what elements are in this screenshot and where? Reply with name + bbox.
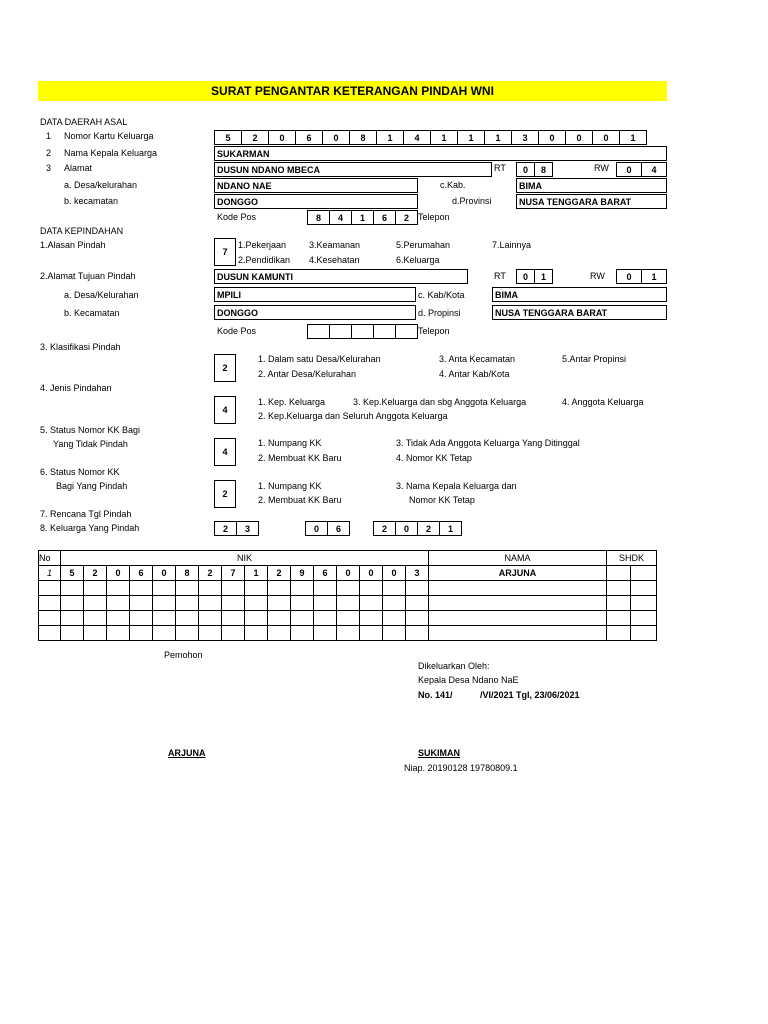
empty-cell [245, 611, 268, 626]
label-nomor-kk: Nomor Kartu Keluarga [64, 131, 154, 141]
kecamatan-field[interactable]: DONGGO [214, 194, 418, 209]
empty-cell [406, 611, 429, 626]
empty-cell [39, 626, 61, 641]
num-1: 1 [46, 131, 52, 141]
label-kab-tujuan: c. Kab/Kota [418, 290, 465, 300]
empty-cell [406, 626, 429, 641]
empty-cell [429, 581, 607, 596]
pemohon-name: ARJUNA [168, 748, 206, 758]
empty-cell [291, 611, 314, 626]
label-keluarga-pindah: 8. Keluarga Yang Pindah [40, 523, 140, 533]
num-2: 2 [46, 148, 52, 158]
empty-cell [84, 611, 107, 626]
label-jenis: 4. Jenis Pindahan [40, 383, 112, 393]
label-tujuan: 2.Alamat Tujuan Pindah [40, 271, 136, 281]
alasan-value[interactable]: 7 [214, 238, 236, 266]
status-pindah-opt-1: 1. Numpang KK [258, 481, 322, 491]
empty-cell [84, 581, 107, 596]
label-rt-tujuan: RT [494, 271, 506, 281]
empty-cell [360, 626, 383, 641]
status-tidak-opt-2: 2. Membuat KK Baru [258, 453, 342, 463]
empty-cell [61, 626, 84, 641]
nik-digit: 9 [291, 566, 314, 581]
table-row[interactable] [39, 566, 657, 581]
klasifikasi-opt-2: 2. Antar Desa/Kelurahan [258, 369, 357, 379]
rw-tujuan-digit-cell[interactable]: 1 [641, 269, 667, 284]
rt-tujuan-digit-cell[interactable]: 0 [516, 269, 535, 284]
empty-cell [61, 596, 84, 611]
label-status-pindah-1: 6. Status Nomor KK [40, 467, 120, 477]
kk-digit-cell[interactable]: 0 [592, 130, 620, 145]
empty-cell [314, 596, 337, 611]
empty-cell [383, 611, 406, 626]
table-row[interactable] [39, 596, 657, 611]
empty-cell [153, 581, 176, 596]
header-shdk: SHDK [607, 551, 657, 566]
empty-cell [222, 581, 245, 596]
kab-field[interactable]: BIMA [516, 178, 667, 193]
label-rw-tujuan: RW [590, 271, 605, 281]
kk-digit-cell[interactable]: 8 [349, 130, 377, 145]
empty-cell [176, 626, 199, 641]
alasan-opt-2: 2.Pendidikan [238, 255, 291, 265]
num-3: 3 [46, 163, 52, 173]
kodepos-asal-digit-cell[interactable]: 8 [307, 210, 330, 225]
klasifikasi-opt-1: 1. Dalam satu Desa/Kelurahan [258, 354, 381, 364]
row-shdk [631, 566, 657, 581]
klasifikasi-opt-4: 4. Antar Kab/Kota [439, 369, 510, 379]
empty-cell [291, 626, 314, 641]
empty-cell [107, 626, 130, 641]
kk-digit-cell[interactable]: 1 [619, 130, 647, 145]
nik-digit: 0 [107, 566, 130, 581]
alasan-opt-5: 5.Perumahan [396, 240, 451, 250]
label-kab: c.Kab. [440, 180, 466, 190]
kepala-keluarga-field[interactable]: SUKARMAN [214, 146, 667, 161]
jenis-opt-3: 3. Kep.Keluarga dan sbg Anggota Keluarga [353, 397, 527, 407]
member-table [38, 550, 657, 641]
empty-cell [337, 581, 360, 596]
empty-cell [337, 626, 360, 641]
kodepos-tujuan-cell[interactable] [373, 324, 396, 339]
kodepos-tujuan-cell[interactable] [307, 324, 330, 339]
empty-cell [107, 596, 130, 611]
label-alamat: Alamat [64, 163, 93, 173]
prov-tujuan-field[interactable]: NUSA TENGGARA BARAT [492, 305, 667, 320]
empty-cell [607, 581, 631, 596]
empty-cell [631, 581, 657, 596]
empty-cell [631, 596, 657, 611]
table-row[interactable] [39, 611, 657, 626]
empty-cell [607, 596, 631, 611]
kk-digit-cell[interactable]: 6 [295, 130, 323, 145]
empty-cell [268, 626, 291, 641]
empty-cell [61, 581, 84, 596]
label-status-tidak-2: Yang Tidak Pindah [53, 439, 128, 449]
label-kodepos-tujuan: Kode Pos [217, 326, 257, 336]
kk-digit-cell[interactable]: 5 [214, 130, 242, 145]
header-no: No [39, 551, 61, 566]
empty-cell [222, 611, 245, 626]
empty-cell [314, 581, 337, 596]
empty-cell [383, 596, 406, 611]
label-rencana: 7. Rencana Tgl Pindah [40, 509, 132, 519]
nik-digit: 8 [176, 566, 199, 581]
header-nik: NIK [61, 551, 429, 566]
empty-cell [130, 596, 153, 611]
empty-cell [360, 611, 383, 626]
empty-cell [245, 626, 268, 641]
empty-cell [607, 611, 631, 626]
nomor-surat-suffix: /VI/2021 Tgl, 23/06/2021 [480, 690, 580, 700]
title-bar [38, 81, 667, 101]
empty-cell [39, 581, 61, 596]
section-asal: DATA DAERAH ASAL [40, 117, 128, 127]
status-pindah-opt-2: 2. Membuat KK Baru [258, 495, 342, 505]
label-klasifikasi: 3. Klasifikasi Pindah [40, 342, 121, 352]
nik-digit: 0 [383, 566, 406, 581]
tgl-month [305, 521, 349, 536]
empty-cell [429, 626, 607, 641]
tgl-year [373, 521, 461, 536]
row-nama: ARJUNA [429, 566, 607, 581]
empty-cell [222, 596, 245, 611]
alasan-opt-6: 6.Keluarga [396, 255, 440, 265]
jenis-opt-1: 1. Kep. Keluarga [258, 397, 326, 407]
tgl-year-digit-cell[interactable]: 2 [417, 521, 440, 536]
kk-digit-cell[interactable]: 1 [376, 130, 404, 145]
tgl-year-digit-cell[interactable]: 0 [395, 521, 418, 536]
nik-digit: 7 [222, 566, 245, 581]
empty-cell [383, 626, 406, 641]
alasan-opt-1: 1.Pekerjaan [238, 240, 287, 250]
empty-cell [268, 581, 291, 596]
status-pindah-opt-3: 3. Nama Kepala Keluarga dan [396, 481, 517, 491]
empty-cell [268, 596, 291, 611]
kodepos-tujuan-cell[interactable] [351, 324, 374, 339]
empty-cell [337, 596, 360, 611]
alasan-opt-4: 4.Kesehatan [309, 255, 360, 265]
table-row[interactable] [39, 581, 657, 596]
label-kode-pos: Kode Pos [217, 212, 257, 222]
tujuan-field[interactable]: DUSUN KAMUNTI [214, 269, 468, 284]
nik-digit: 1 [245, 566, 268, 581]
kk-digit-cell[interactable]: 1 [457, 130, 485, 145]
label-prov-tujuan: d. Propinsi [418, 308, 461, 318]
rt-asal-digit-cell[interactable]: 8 [534, 162, 553, 177]
kodepos-asal-digit-cell[interactable]: 4 [329, 210, 352, 225]
empty-cell [199, 596, 222, 611]
label-provinsi: d.Provinsi [452, 196, 492, 206]
kodepos-asal-digit-cell[interactable]: 2 [395, 210, 418, 225]
nik-digit: 2 [199, 566, 222, 581]
alasan-opt-3: 3.Keamanan [309, 240, 361, 250]
empty-cell [153, 626, 176, 641]
nik-digit: 3 [406, 566, 429, 581]
status-tidak-opt-3: 3. Tidak Ada Anggota Keluarga Yang Ditinggal [396, 438, 580, 448]
jenis-opt-2: 2. Kep.Keluarga dan Seluruh Anggota Keluarga [258, 411, 448, 421]
empty-cell [429, 596, 607, 611]
label-kec-tujuan: b. Kecamatan [64, 308, 120, 318]
empty-cell [176, 581, 199, 596]
kk-digit-cell[interactable]: 0 [565, 130, 593, 145]
header-nama: NAMA [429, 551, 607, 566]
status-tidak-opt-4: 4. Nomor KK Tetap [396, 453, 472, 463]
desa-field[interactable]: NDANO NAE [214, 178, 418, 193]
empty-cell [360, 596, 383, 611]
label-desa-tujuan: a. Desa/Kelurahan [64, 290, 139, 300]
alasan-opt-7: 7.Lainnya [492, 240, 532, 250]
label-alasan: 1.Alasan Pindah [40, 240, 106, 250]
row-shdk [607, 566, 631, 581]
empty-cell [84, 626, 107, 641]
empty-cell [61, 611, 84, 626]
empty-cell [199, 611, 222, 626]
empty-cell [268, 611, 291, 626]
table-header [39, 551, 657, 566]
label-status-tidak-1: 5. Status Nomor KK Bagi [40, 425, 141, 435]
klasifikasi-value[interactable]: 2 [214, 354, 236, 382]
empty-cell [199, 581, 222, 596]
status-tidak-value[interactable]: 4 [214, 438, 236, 466]
label-rt: RT [494, 163, 506, 173]
empty-cell [130, 581, 153, 596]
nomor-surat: No. 141/ [418, 690, 453, 700]
tgl-year-digit-cell[interactable]: 1 [439, 521, 462, 536]
nik-digit: 2 [268, 566, 291, 581]
nik-digit: 0 [360, 566, 383, 581]
empty-cell [406, 596, 429, 611]
alamat-field[interactable]: DUSUN NDANO MBECA [214, 162, 492, 177]
nik-digit: 6 [314, 566, 337, 581]
status-tidak-opt-1: 1. Numpang KK [258, 438, 322, 448]
empty-cell [130, 626, 153, 641]
kodepos-asal-digit-cell[interactable]: 1 [351, 210, 374, 225]
empty-cell [176, 596, 199, 611]
rw-asal [616, 162, 666, 177]
kk-digit-cell[interactable]: 0 [268, 130, 296, 145]
rt-asal [516, 162, 552, 177]
jenis-value[interactable]: 4 [214, 396, 236, 424]
empty-cell [107, 581, 130, 596]
kodepos-tujuan-cell[interactable] [395, 324, 418, 339]
kk-digit-cell[interactable]: 0 [538, 130, 566, 145]
rw-tujuan [616, 269, 666, 284]
label-status-pindah-2: Bagi Yang Pindah [56, 481, 128, 491]
rw-tujuan-digit-cell[interactable]: 0 [616, 269, 642, 284]
rw-asal-digit-cell[interactable]: 0 [616, 162, 642, 177]
nik-digit: 2 [84, 566, 107, 581]
empty-cell [245, 581, 268, 596]
empty-cell [383, 581, 406, 596]
tgl-day-digit-cell[interactable]: 3 [236, 521, 259, 536]
klasifikasi-opt-5: 5.Antar Propinsi [562, 354, 627, 364]
rw-asal-digit-cell[interactable]: 4 [641, 162, 667, 177]
empty-cell [314, 626, 337, 641]
empty-cell [153, 611, 176, 626]
label-desa: a. Desa/kelurahan [64, 180, 138, 190]
kk-digit-cell[interactable]: 2 [241, 130, 269, 145]
empty-cell [39, 596, 61, 611]
kk-digit-cell[interactable]: 4 [403, 130, 431, 145]
label-telepon: Telepon [418, 212, 450, 222]
tgl-month-digit-cell[interactable]: 6 [327, 521, 350, 536]
empty-cell [84, 596, 107, 611]
kodepos-tujuan-cell[interactable] [329, 324, 352, 339]
pemohon-label: Pemohon [164, 650, 203, 660]
kab-tujuan-field[interactable]: BIMA [492, 287, 667, 302]
tgl-day [214, 521, 258, 536]
nik-digit: 0 [337, 566, 360, 581]
status-pindah-opt-4: Nomor KK Tetap [409, 495, 475, 505]
empty-cell [291, 596, 314, 611]
kodepos-asal [307, 210, 417, 225]
kk-digit-cell[interactable]: 0 [322, 130, 350, 145]
status-pindah-value[interactable]: 2 [214, 480, 236, 508]
empty-cell [607, 626, 631, 641]
kec-tujuan-field[interactable]: DONGGO [214, 305, 416, 320]
row-no: 1 [39, 566, 61, 581]
kades-nip: Niap. 20190128 19780809.1 [404, 763, 518, 773]
empty-cell [176, 611, 199, 626]
empty-cell [337, 611, 360, 626]
kk-digit-cell[interactable]: 1 [484, 130, 512, 145]
empty-cell [130, 611, 153, 626]
kk-digits [214, 130, 646, 145]
jenis-opt-4: 4. Anggota Keluarga [562, 397, 644, 407]
empty-cell [360, 581, 383, 596]
label-telepon-tujuan: Telepon [418, 326, 450, 336]
nik-digit: 5 [61, 566, 84, 581]
empty-cell [314, 611, 337, 626]
tgl-day-digit-cell[interactable]: 2 [214, 521, 237, 536]
empty-cell [153, 596, 176, 611]
empty-cell [245, 596, 268, 611]
empty-cell [631, 611, 657, 626]
kk-digit-cell[interactable]: 1 [430, 130, 458, 145]
section-kepindahan: DATA KEPINDAHAN [40, 226, 124, 236]
empty-cell [199, 626, 222, 641]
empty-cell [39, 611, 61, 626]
kodepos-tujuan [307, 324, 417, 339]
provinsi-field[interactable]: NUSA TENGGARA BARAT [516, 194, 667, 209]
desa-tujuan-field[interactable]: MPILI [214, 287, 416, 302]
rt-tujuan-digit-cell[interactable]: 1 [534, 269, 553, 284]
empty-cell [222, 626, 245, 641]
label-rw: RW [594, 163, 609, 173]
empty-cell [631, 626, 657, 641]
rt-asal-digit-cell[interactable]: 0 [516, 162, 535, 177]
label-kecamatan: b. kecamatan [64, 196, 119, 206]
kades-name: SUKIMAN [418, 748, 460, 758]
rt-tujuan [516, 269, 552, 284]
nik-digit: 0 [153, 566, 176, 581]
table-row[interactable] [39, 626, 657, 641]
empty-cell [406, 581, 429, 596]
nik-digit: 6 [130, 566, 153, 581]
empty-cell [429, 611, 607, 626]
dikeluarkan-label: Dikeluarkan Oleh: [418, 661, 490, 671]
kk-digit-cell[interactable]: 3 [511, 130, 539, 145]
kodepos-asal-digit-cell[interactable]: 6 [373, 210, 396, 225]
label-kepala-keluarga: Nama Kepala Keluarga [64, 148, 158, 158]
tgl-year-digit-cell[interactable]: 2 [373, 521, 396, 536]
klasifikasi-opt-3: 3. Anta Kecamatan [439, 354, 516, 364]
empty-cell [107, 611, 130, 626]
tgl-month-digit-cell[interactable]: 0 [305, 521, 328, 536]
kepala-desa-label: Kepala Desa Ndano NaE [418, 675, 519, 685]
empty-cell [291, 581, 314, 596]
page-title: SURAT PENGANTAR KETERANGAN PINDAH WNI [211, 84, 494, 98]
